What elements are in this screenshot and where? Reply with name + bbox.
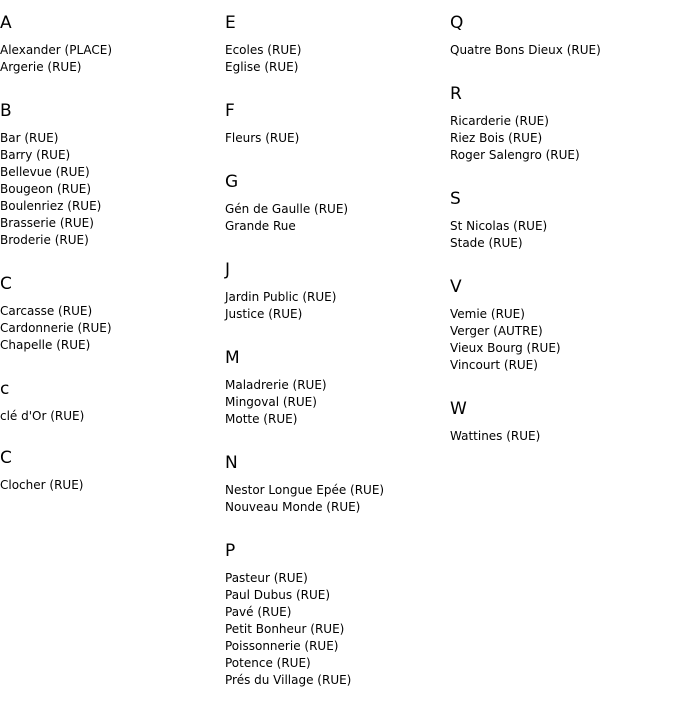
street-name-item: Fleurs (RUE)	[225, 131, 300, 145]
street-name-item: Brasserie (RUE)	[0, 216, 94, 230]
section-letter-heading: V	[450, 277, 462, 297]
street-name-item: St Nicolas (RUE)	[450, 219, 548, 233]
section-letter-heading: G	[225, 172, 239, 192]
letter-section	[225, 540, 450, 689]
street-name-item: Broderie (RUE)	[0, 233, 89, 247]
letter-section	[225, 452, 450, 516]
letter-section	[450, 188, 675, 252]
street-name-item: Jardin Public (RUE)	[225, 290, 337, 304]
street-name-item: Alexander (PLACE)	[0, 43, 113, 57]
letter-section	[0, 12, 225, 76]
street-name-item: Riez Bois (RUE)	[450, 131, 543, 145]
street-name-item: Clocher (RUE)	[0, 478, 84, 492]
letter-section	[450, 83, 675, 164]
street-name-item: Mingoval (RUE)	[225, 395, 317, 409]
street-name-item: Stade (RUE)	[450, 236, 523, 250]
street-name-item: Chapelle (RUE)	[0, 338, 91, 352]
street-name-item: Nestor Longue Epée (RUE)	[225, 483, 385, 497]
street-name-item: clé d'Or (RUE)	[0, 409, 85, 423]
street-name-item: Justice (RUE)	[225, 307, 303, 321]
section-letter-heading: S	[450, 189, 461, 209]
letter-section	[0, 100, 225, 249]
section-letter-heading: C	[0, 274, 12, 294]
street-name-item: Ricarderie (RUE)	[450, 114, 549, 128]
section-letter-heading: P	[225, 541, 236, 561]
street-name-item: Carcasse (RUE)	[0, 304, 93, 318]
letter-section	[450, 276, 675, 374]
section-letter-heading: A	[0, 13, 12, 33]
street-name-item: Boulenriez (RUE)	[0, 199, 102, 213]
letter-section	[225, 259, 450, 323]
section-letter-heading: Q	[450, 13, 464, 33]
street-name-item: Verger (AUTRE)	[450, 324, 543, 338]
letter-section	[225, 12, 450, 76]
street-name-item: Quatre Bons Dieux (RUE)	[450, 43, 601, 57]
street-name-item: Prés du Village (RUE)	[225, 673, 352, 687]
street-name-item: Roger Salengro (RUE)	[450, 148, 580, 162]
letter-section	[0, 273, 225, 354]
street-name-item: Maladrerie (RUE)	[225, 378, 327, 392]
section-letter-heading: R	[450, 84, 462, 104]
street-name-item: Potence (RUE)	[225, 656, 311, 670]
street-name-item: Cardonnerie (RUE)	[0, 321, 112, 335]
street-name-item: Vemie (RUE)	[450, 307, 525, 321]
letter-section	[225, 171, 450, 235]
street-name-item: Bougeon (RUE)	[0, 182, 92, 196]
street-name-item: Bar (RUE)	[0, 131, 59, 145]
street-name-item: Motte (RUE)	[225, 412, 298, 426]
street-index-column-1	[0, 12, 225, 518]
section-letter-heading: C	[0, 448, 12, 468]
street-index-column-2	[225, 12, 450, 713]
section-letter-heading: J	[225, 260, 231, 280]
street-name-item: Argerie (RUE)	[0, 60, 82, 74]
street-name-item: Poissonnerie (RUE)	[225, 639, 339, 653]
section-letter-heading: F	[225, 101, 235, 121]
section-letter-heading: E	[225, 13, 236, 33]
section-letter-heading: B	[0, 101, 12, 121]
street-name-item: Ecoles (RUE)	[225, 43, 302, 57]
street-name-item: Gén de Gaulle (RUE)	[225, 202, 349, 216]
street-name-item: Grande Rue	[225, 219, 296, 233]
letter-section	[0, 378, 225, 425]
letter-section	[450, 398, 675, 445]
street-name-item: Pasteur (RUE)	[225, 571, 308, 585]
street-name-item: Pavé (RUE)	[225, 605, 292, 619]
street-name-item: Paul Dubus (RUE)	[225, 588, 331, 602]
section-letter-heading: M	[225, 348, 240, 368]
street-name-item: Bellevue (RUE)	[0, 165, 90, 179]
street-name-item: Vincourt (RUE)	[450, 358, 538, 372]
letter-section	[450, 12, 675, 59]
section-letter-heading: N	[225, 453, 238, 473]
street-name-item: Nouveau Monde (RUE)	[225, 500, 361, 514]
street-name-item: Vieux Bourg (RUE)	[450, 341, 561, 355]
street-name-item: Eglise (RUE)	[225, 60, 299, 74]
street-name-item: Barry (RUE)	[0, 148, 71, 162]
street-index-column-3	[450, 12, 675, 469]
street-name-item: Petit Bonheur (RUE)	[225, 622, 345, 636]
section-letter-heading: W	[450, 399, 467, 419]
letter-section	[0, 447, 225, 494]
section-letter-heading: c	[0, 379, 10, 399]
street-name-item: Wattines (RUE)	[450, 429, 541, 443]
letter-section	[225, 347, 450, 428]
letter-section	[225, 100, 450, 147]
